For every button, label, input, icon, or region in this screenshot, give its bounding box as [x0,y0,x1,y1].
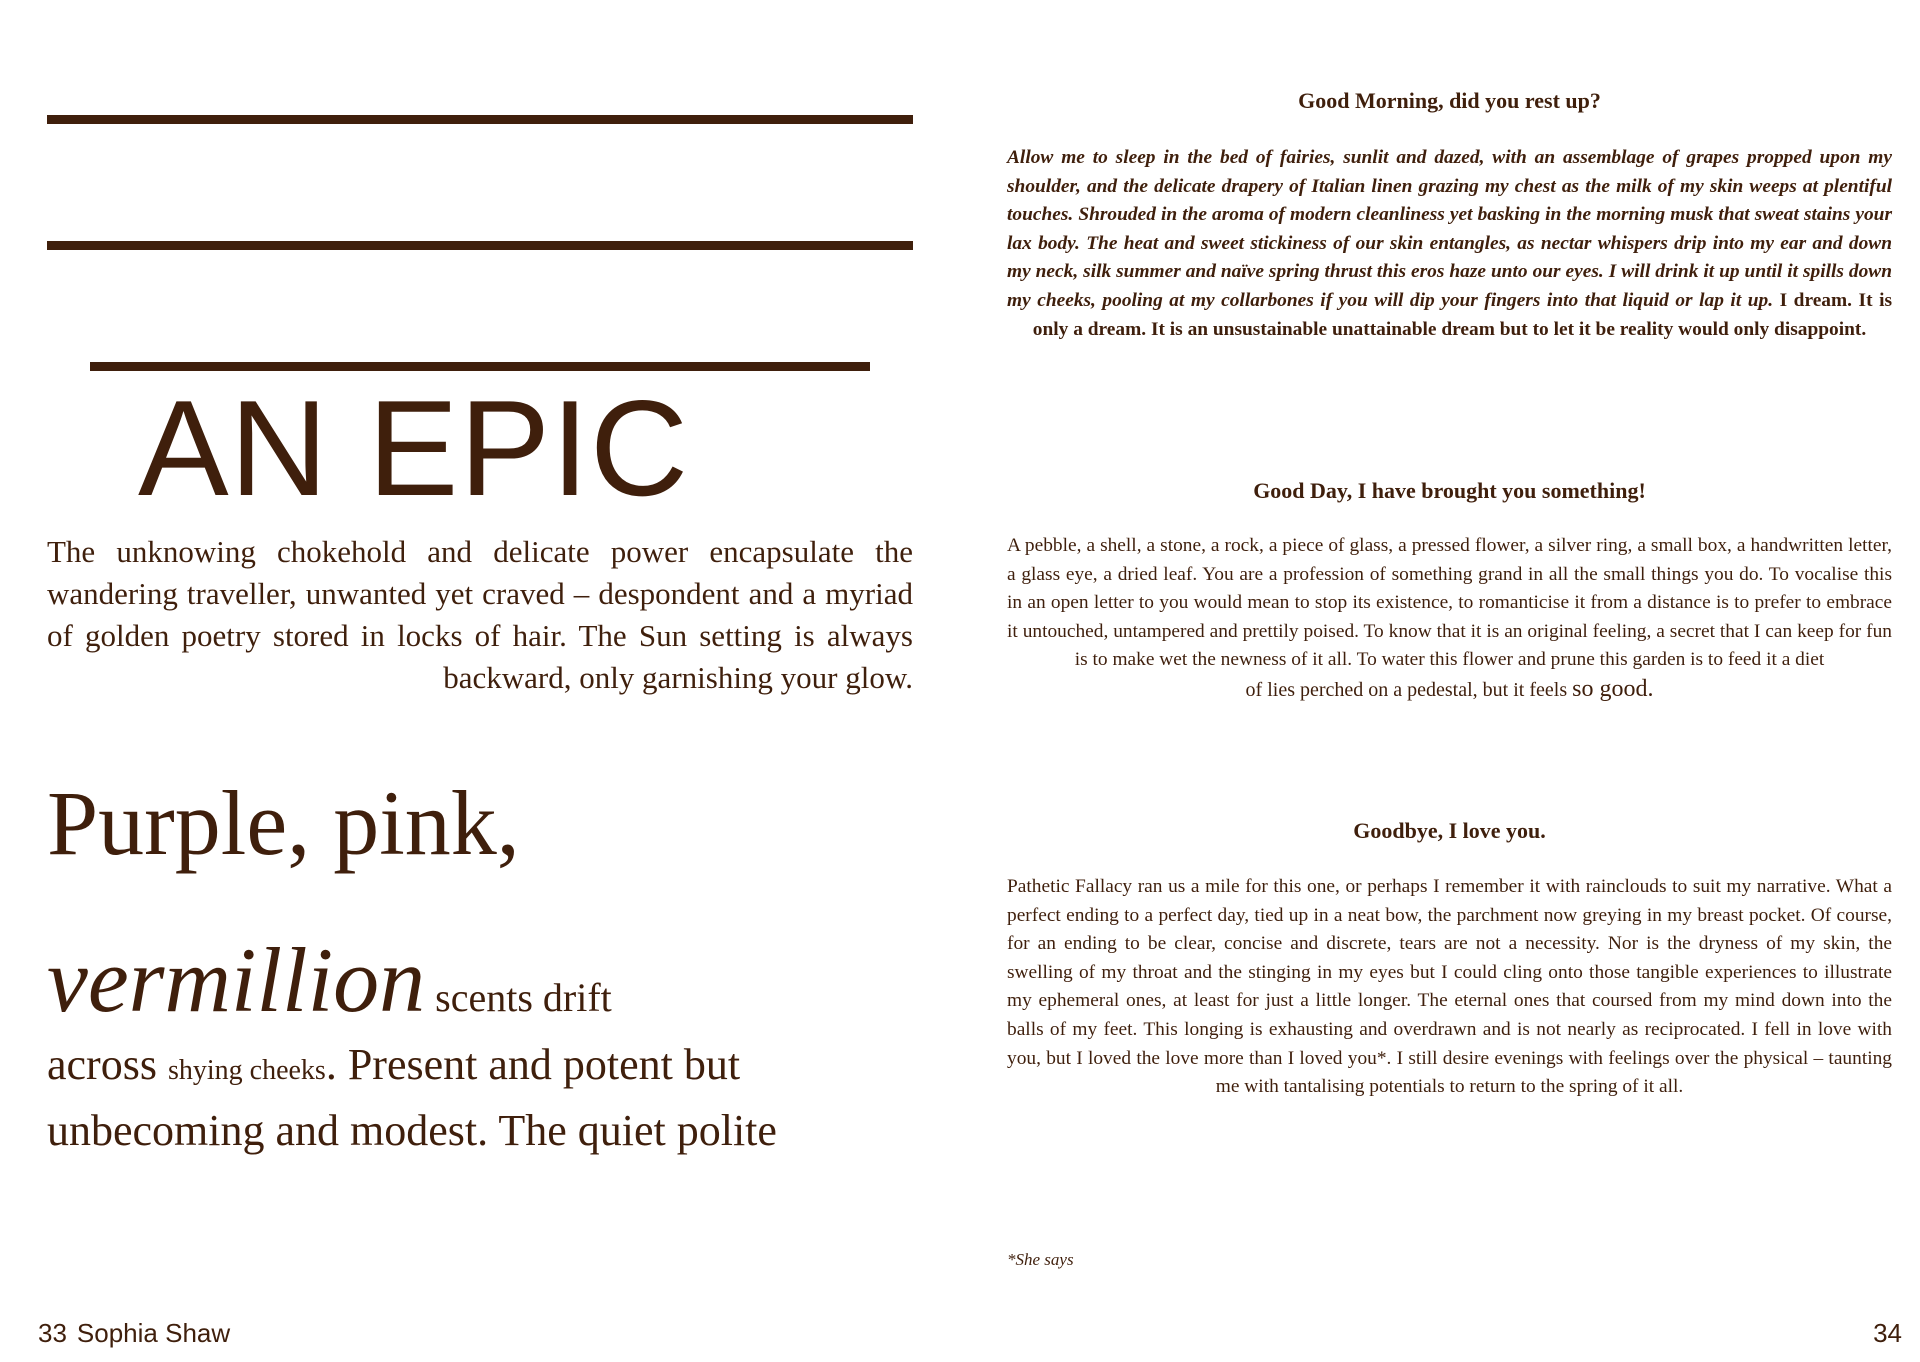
page-number: 34 [1873,1318,1902,1348]
section-body [1007,144,1892,344]
section-body [1007,532,1892,706]
section-text: Allow me to sleep in the bed of fairies, sunlit and dazed, with an assemblage of grapes propped upon my shoulder, and the delicate drapery of Italian linen grazing my chest as the milk of my skin weeps at plentiful touches. Shrouded in the aroma of modern cleanliness yet basking in the morning musk that sweat stains your lax body. The heat and sweet stickiness of our skin entangles, as nectar whispers drip into my ear and down my neck, silk summer and naïve spring thrust this eros haze unto our eyes. I will drink it up until it spills down my cheeks, pooling at my collarbones if you will dip your fingers into that liquid or lap it up. [1007,147,1892,311]
poem-paragraph [47,1035,927,1161]
poem-line [47,925,927,1035]
poem-small-text: shying cheeks [167,1055,326,1086]
poem-emphasis: vermillion [47,929,426,1031]
section-body: Pathetic Fallacy ran us a mile for this one, or perhaps I remember it with rainclouds to suit my narrative. What a perfect ending to a perfect day, tied up in a neat bow, the parchment now greying in my breast pocket. Of course, for an ending to be clear, concise and discrete, tears are not a necessity. Nor is the dryness of my skin, the swelling of my throat and the stinging in my eyes but I could cling onto those tangible experiences to illustrate my ephemeral ones, at least for just a little longer. The eternal ones that coursed from my mind down into the balls of my feet. This longing is exhausting and overdrawn and is not nearly as reciprocated. I fell in love with you, but I loved the love more than I loved you*. I still desire evenings with feelings over the physical – taunting me with tantalising potentials to return to the spring of it all. [1007,876,1892,1098]
poem-heading: Purple, pink, [47,772,520,874]
section-text: of lies perched on a pedestal, but it feels [1245,678,1573,701]
section-text: so good. [1572,675,1654,702]
section-title: Goodbye, I love you. [1353,818,1546,843]
section-text: A pebble, a shell, a stone, a rock, a piece of glass, a pressed flower, a silver ring, a small box, a handwritten letter, a glass eye, a dried leaf. You are a profession of something grand in all the small things you do. To vocalise this in an open letter to you would mean to stop its existence, to romanticise it from a distance is to prefer to embrace it untouched, untampered and prettily poised. To know that it is an original feeling, a secret that I can keep for fun is to make wet the newness of it all. To water this flower and prune this garden is to feed it a diet [1007,535,1892,671]
section-title: Good Day, I have brought you something! [1253,478,1646,503]
footnote: *She says [1007,1250,1074,1269]
poem-text: scents drift [425,975,612,1020]
page-footer [38,1318,230,1349]
section-title: Good Morning, did you rest up? [1298,88,1601,113]
author-name: Sophia Shaw [76,1318,231,1348]
page-title: AN EPIC [138,372,690,524]
poem-text: across [47,1040,168,1089]
decorative-rule [47,115,913,124]
poem-text: . Present and potent but unbecoming and modest. The quiet polite [47,1040,777,1155]
section-text: I dream. It is only a dream. It is an unsustainable unattainable dream but to let it be reality would only disappoint. [1032,289,1892,340]
decorative-rule [47,241,913,250]
intro-paragraph: The unknowing chokehold and delicate power encapsulate the wandering traveller, unwanted yet craved – despondent and a myriad of golden poetry stored in locks of hair. The Sun setting is always backward, only garnishing your glow. [47,534,913,695]
page-number: 33 [38,1318,67,1348]
